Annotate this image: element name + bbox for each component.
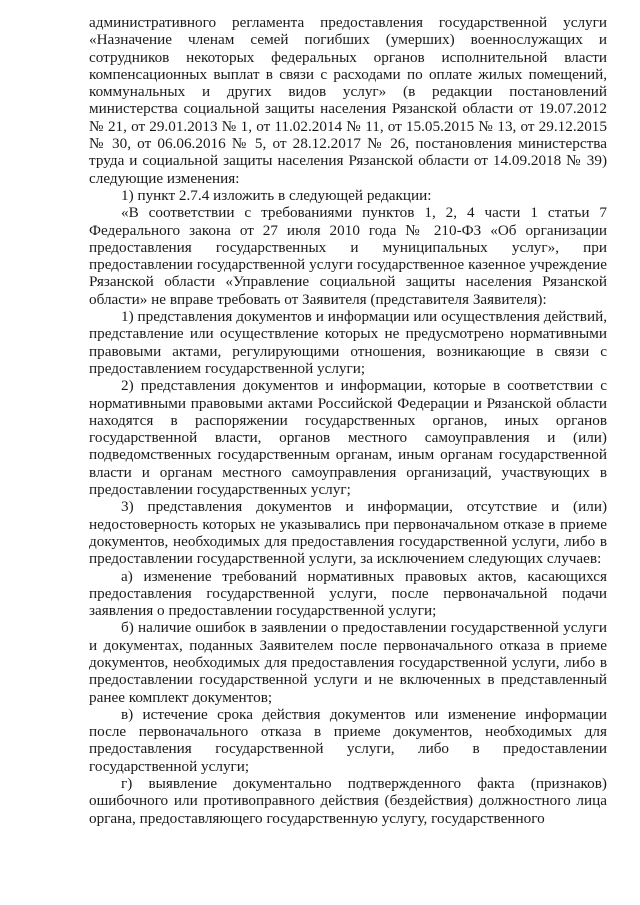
paragraph-point-3: 3) представления документов и информации, отсутствие и (или) недостоверность которых не указывались при первоначальном отказе в приеме документов, необходимых для предоставления государственной услуги, либо в предоставлении государственной услуги, за исключением следующих случаев: — [89, 498, 607, 568]
paragraph-new-wording: «В соответствии с требованиями пунктов 1, 2, 4 части 1 статьи 7 Федерального закона от 27 июля 2010 года № 210-ФЗ «Об организации предоставления государственных и муниципальных услуг», при предоставлении государственной услуги государственное казенное учреждение Рязанской области «Управление социальной защиты населения Рязанской области» не вправе требовать от Заявителя (представителя Заявителя): — [89, 204, 607, 308]
paragraph-regulation-amendments: административного регламента предоставления государственной услуги «Назначение членам семей погибших (умерших) военнослужащих и сотрудников некоторых федеральных органов исполнительной власти компенсационных выплат в связи с расходами по оплате жилых помещений, коммунальных и других видов услуг» (в редакции постановлений министерства социальной защиты населения Рязанской области от 19.07.2012 № 21, от 29.01.2013 № 1, от 11.02.2014 № 11, от 15.05.2015 № 13, от 29.12.2015 № 30, от 06.06.2016 № 5, от 28.12.2017 № 26, постановления министерства труда и социальной защиты населения Рязанской области от 14.09.2018 № 39) следующие изменения: — [89, 14, 607, 187]
paragraph-point-1: 1) представления документов и информации или осуществления действий, представление или осуществление которых не предусмотрено нормативными правовыми актами, регулирующими отношения, возникающие в связи с предоставлением государственной услуги; — [89, 308, 607, 377]
paragraph-subpoint-v: в) истечение срока действия документов или изменение информации после первоначального отказа в приеме документов, необходимых для предоставления государственной услуги, либо в предоставлении государственной услуги; — [89, 705, 607, 775]
paragraph-subpoint-g: г) выявление документально подтвержденного факта (признаков) ошибочного или противоправного действия (бездействия) должностного лица органа, предоставляющего государственную услугу, государственного — [89, 775, 607, 827]
document-body — [89, 14, 607, 827]
paragraph-subpoint-b: б) наличие ошибок в заявлении о предоставлении государственной услуги и документах, поданных Заявителем после первоначального отказа в приеме документов, необходимых для предоставления государственной услуги, либо в предоставлении государственной услуги и не включенных в представленный ранее комплект документов; — [89, 619, 607, 706]
paragraph-subpoint-a: а) изменение требований нормативных правовых актов, касающихся предоставления государственной услуги, после первоначальной подачи заявления о предоставлении государственной услуги; — [89, 567, 607, 620]
paragraph-point-2: 2) представления документов и информации, которые в соответствии с нормативными правовыми актами Российской Федерации и Рязанской области находятся в распоряжении государственных органов, иных органов государственной власти, органов местного самоуправления и (или) подведомственных государственным органам, иным органам государственной власти и органам местного самоуправления организаций, участвующих в предоставлении государственных услуг; — [89, 377, 607, 499]
paragraph-item-1: 1) пункт 2.7.4 изложить в следующей редакции: — [121, 186, 432, 204]
